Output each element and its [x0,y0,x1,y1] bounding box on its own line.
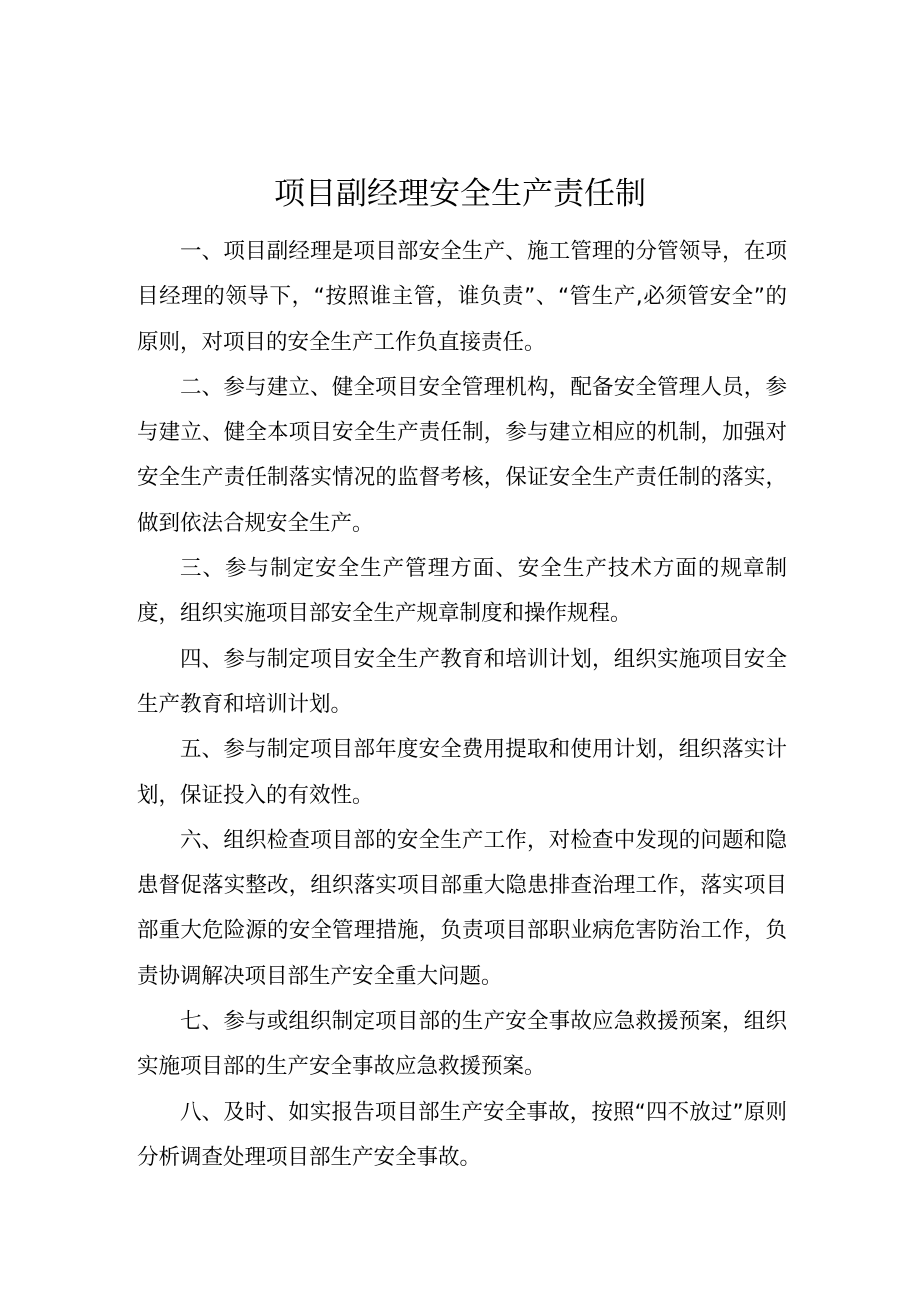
paragraph-3: 三、参与制定安全生产管理方面、安全生产技术方面的规章制度，组织实施项目部安全生产规章制度和操作规程。 [137,556,787,627]
document-body [137,229,787,1180]
paragraph-1: 一、项目副经理是项目部安全生产、施工管理的分管领导，在项目经理的领导下，“按照谁主管，谁负责”、“管生产,必须管安全”的原则，对项目的安全生产工作负直接责任。 [137,239,787,355]
paragraph-6: 六、组织检查项目部的安全生产工作，对检查中发现的问题和隐患督促落实整改，组织落实项目部重大隐患排查治理工作，落实项目部重大危险源的安全管理措施，负责项目部职业病危害防治工作，负责协调解决项目部生产安全重大问题。 [137,827,787,989]
paragraph-7: 七、参与或组织制定项目部的生产安全事故应急救援预案，组织实施项目部的生产安全事故应急救援预案。 [137,1009,787,1080]
document-title: 项目副经理安全生产责任制 [274,176,646,212]
paragraph-5: 五、参与制定项目部年度安全费用提取和使用计划，组织落实计划，保证投入的有效性。 [137,737,787,808]
paragraph-8: 八、及时、如实报告项目部生产安全事故，按照“四不放过”原则分析调查处理项目部生产安全事故。 [137,1099,787,1170]
paragraph-2: 二、参与建立、健全项目安全管理机构，配备安全管理人员，参与建立、健全本项目安全生产责任制，参与建立相应的机制，加强对安全生产责任制落实情况的监督考核，保证安全生产责任制的落实，做到依法合规安全生产。 [137,374,787,536]
paragraph-4: 四、参与制定项目安全生产教育和培训计划，组织实施项目安全生产教育和培训计划。 [137,646,787,717]
